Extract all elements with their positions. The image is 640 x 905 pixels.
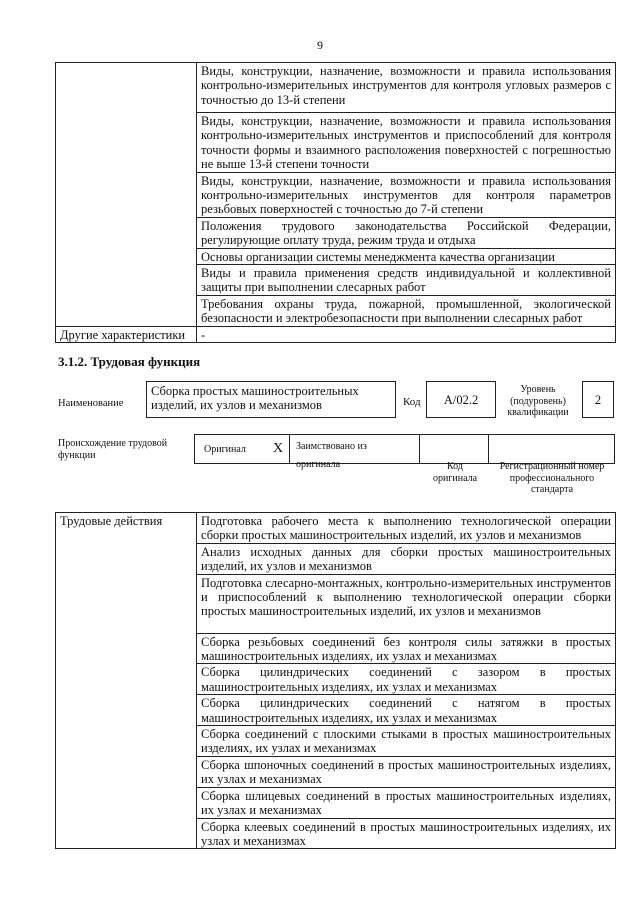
table-row bbox=[56, 513, 616, 544]
original-box bbox=[194, 434, 290, 464]
origin-label: Происхождение трудовой функции bbox=[58, 438, 168, 461]
action-item: Подготовка рабочего места к выполнению технологической операции сборки простых машиностроительных изделий, их узлов и механизмов bbox=[197, 513, 616, 544]
action-item: Сборка шпоночных соединений в простых машиностроительных изделиях, их узлах и механизмах bbox=[197, 756, 616, 787]
action-item: Сборка соединений с плоскими стыками в простых машиностроительных изделиях, их узлах и механизмах bbox=[197, 726, 616, 757]
table-row bbox=[56, 63, 616, 113]
actions-table bbox=[55, 512, 616, 849]
knowledge-item: Основы организации системы менеджмента качества организации bbox=[197, 248, 616, 264]
knowledge-item: Виды, конструкции, назначение, возможности и правила использования контрольно-измерительных инструментов для контроля параметров резьбовых поверхностей с точностью до 7-й степени bbox=[197, 172, 616, 217]
registration-caption: Регистрационный номер профессионального стандарта bbox=[499, 461, 605, 495]
table-row bbox=[56, 326, 616, 342]
actions-label: Трудовые действия bbox=[56, 513, 197, 849]
knowledge-item: Виды и правила применения средств индивидуальной и коллективной защиты при выполнении слесарных работ bbox=[197, 265, 616, 296]
original-code-box bbox=[419, 434, 489, 464]
action-item: Сборка цилиндрических соединений с натягом в простых машиностроительных изделиях, их узлах и механизмах bbox=[197, 695, 616, 726]
section-heading: 3.1.2. Трудовая функция bbox=[58, 354, 201, 369]
function-name-box: Сборка простых машиностроительных изделий, их узлов и механизмов bbox=[146, 381, 396, 418]
original-mark: X bbox=[273, 441, 284, 456]
action-item: Сборка цилиндрических соединений с зазором в простых машиностроительных изделиях, их узлах и механизмах bbox=[197, 664, 616, 695]
action-item: Подготовка слесарно-монтажных, контрольно-измерительных инструментов и приспособлений к выполнению технологической операции сборки простых машиностроительных изделий, их узлов и механизмов bbox=[197, 574, 616, 633]
original-label: Оригинал bbox=[204, 444, 246, 455]
code-label: Код bbox=[403, 396, 421, 408]
code-box: А/02.2 bbox=[426, 381, 496, 418]
borrowed-label: Заимствовано из оригинала bbox=[296, 441, 367, 470]
action-item: Анализ исходных данных для сборки простых машиностроительных изделий, их узлов и механизмов bbox=[197, 543, 616, 574]
other-characteristics-label: Другие характеристики bbox=[56, 326, 197, 342]
action-item: Сборка клеевых соединений в простых машиностроительных изделиях, их узлах и механизмах bbox=[197, 818, 616, 849]
knowledge-label-cell bbox=[56, 63, 197, 327]
knowledge-item: Требования охраны труда, пожарной, промышленной, экологической безопасности и электробезопасности при выполнении слесарных работ bbox=[197, 295, 616, 326]
borrowed-box bbox=[289, 434, 420, 470]
level-box: 2 bbox=[582, 381, 614, 418]
level-label: Уровень (подуровень) квалификации bbox=[507, 384, 569, 418]
code-caption: Код оригинала bbox=[432, 461, 478, 484]
other-characteristics-value: - bbox=[197, 326, 616, 342]
knowledge-item: Положения трудового законодательства Российской Федерации, регулирующие оплату труда, режим труда и отдыха bbox=[197, 217, 616, 248]
name-label: Наименование bbox=[58, 398, 124, 409]
page-number: 9 bbox=[317, 38, 323, 52]
registration-number-box bbox=[488, 434, 615, 464]
action-item: Сборка резьбовых соединений без контроля силы затяжки в простых машиностроительных изделиях, их узлах и механизмах bbox=[197, 633, 616, 664]
knowledge-item: Виды, конструкции, назначение, возможности и правила использования контрольно-измерительных инструментов и приспособлений для контроля точности формы и взаимного расположения поверхностей с погрешностью не выше 13-й степени точности bbox=[197, 113, 616, 173]
action-item: Сборка шлицевых соединений в простых машиностроительных изделиях, их узлах и механизмах bbox=[197, 787, 616, 818]
knowledge-table bbox=[55, 62, 616, 343]
knowledge-item: Виды, конструкции, назначение, возможности и правила использования контрольно-измерительных инструментов для контроля угловых размеров с точностью до 13-й степени bbox=[197, 63, 616, 113]
